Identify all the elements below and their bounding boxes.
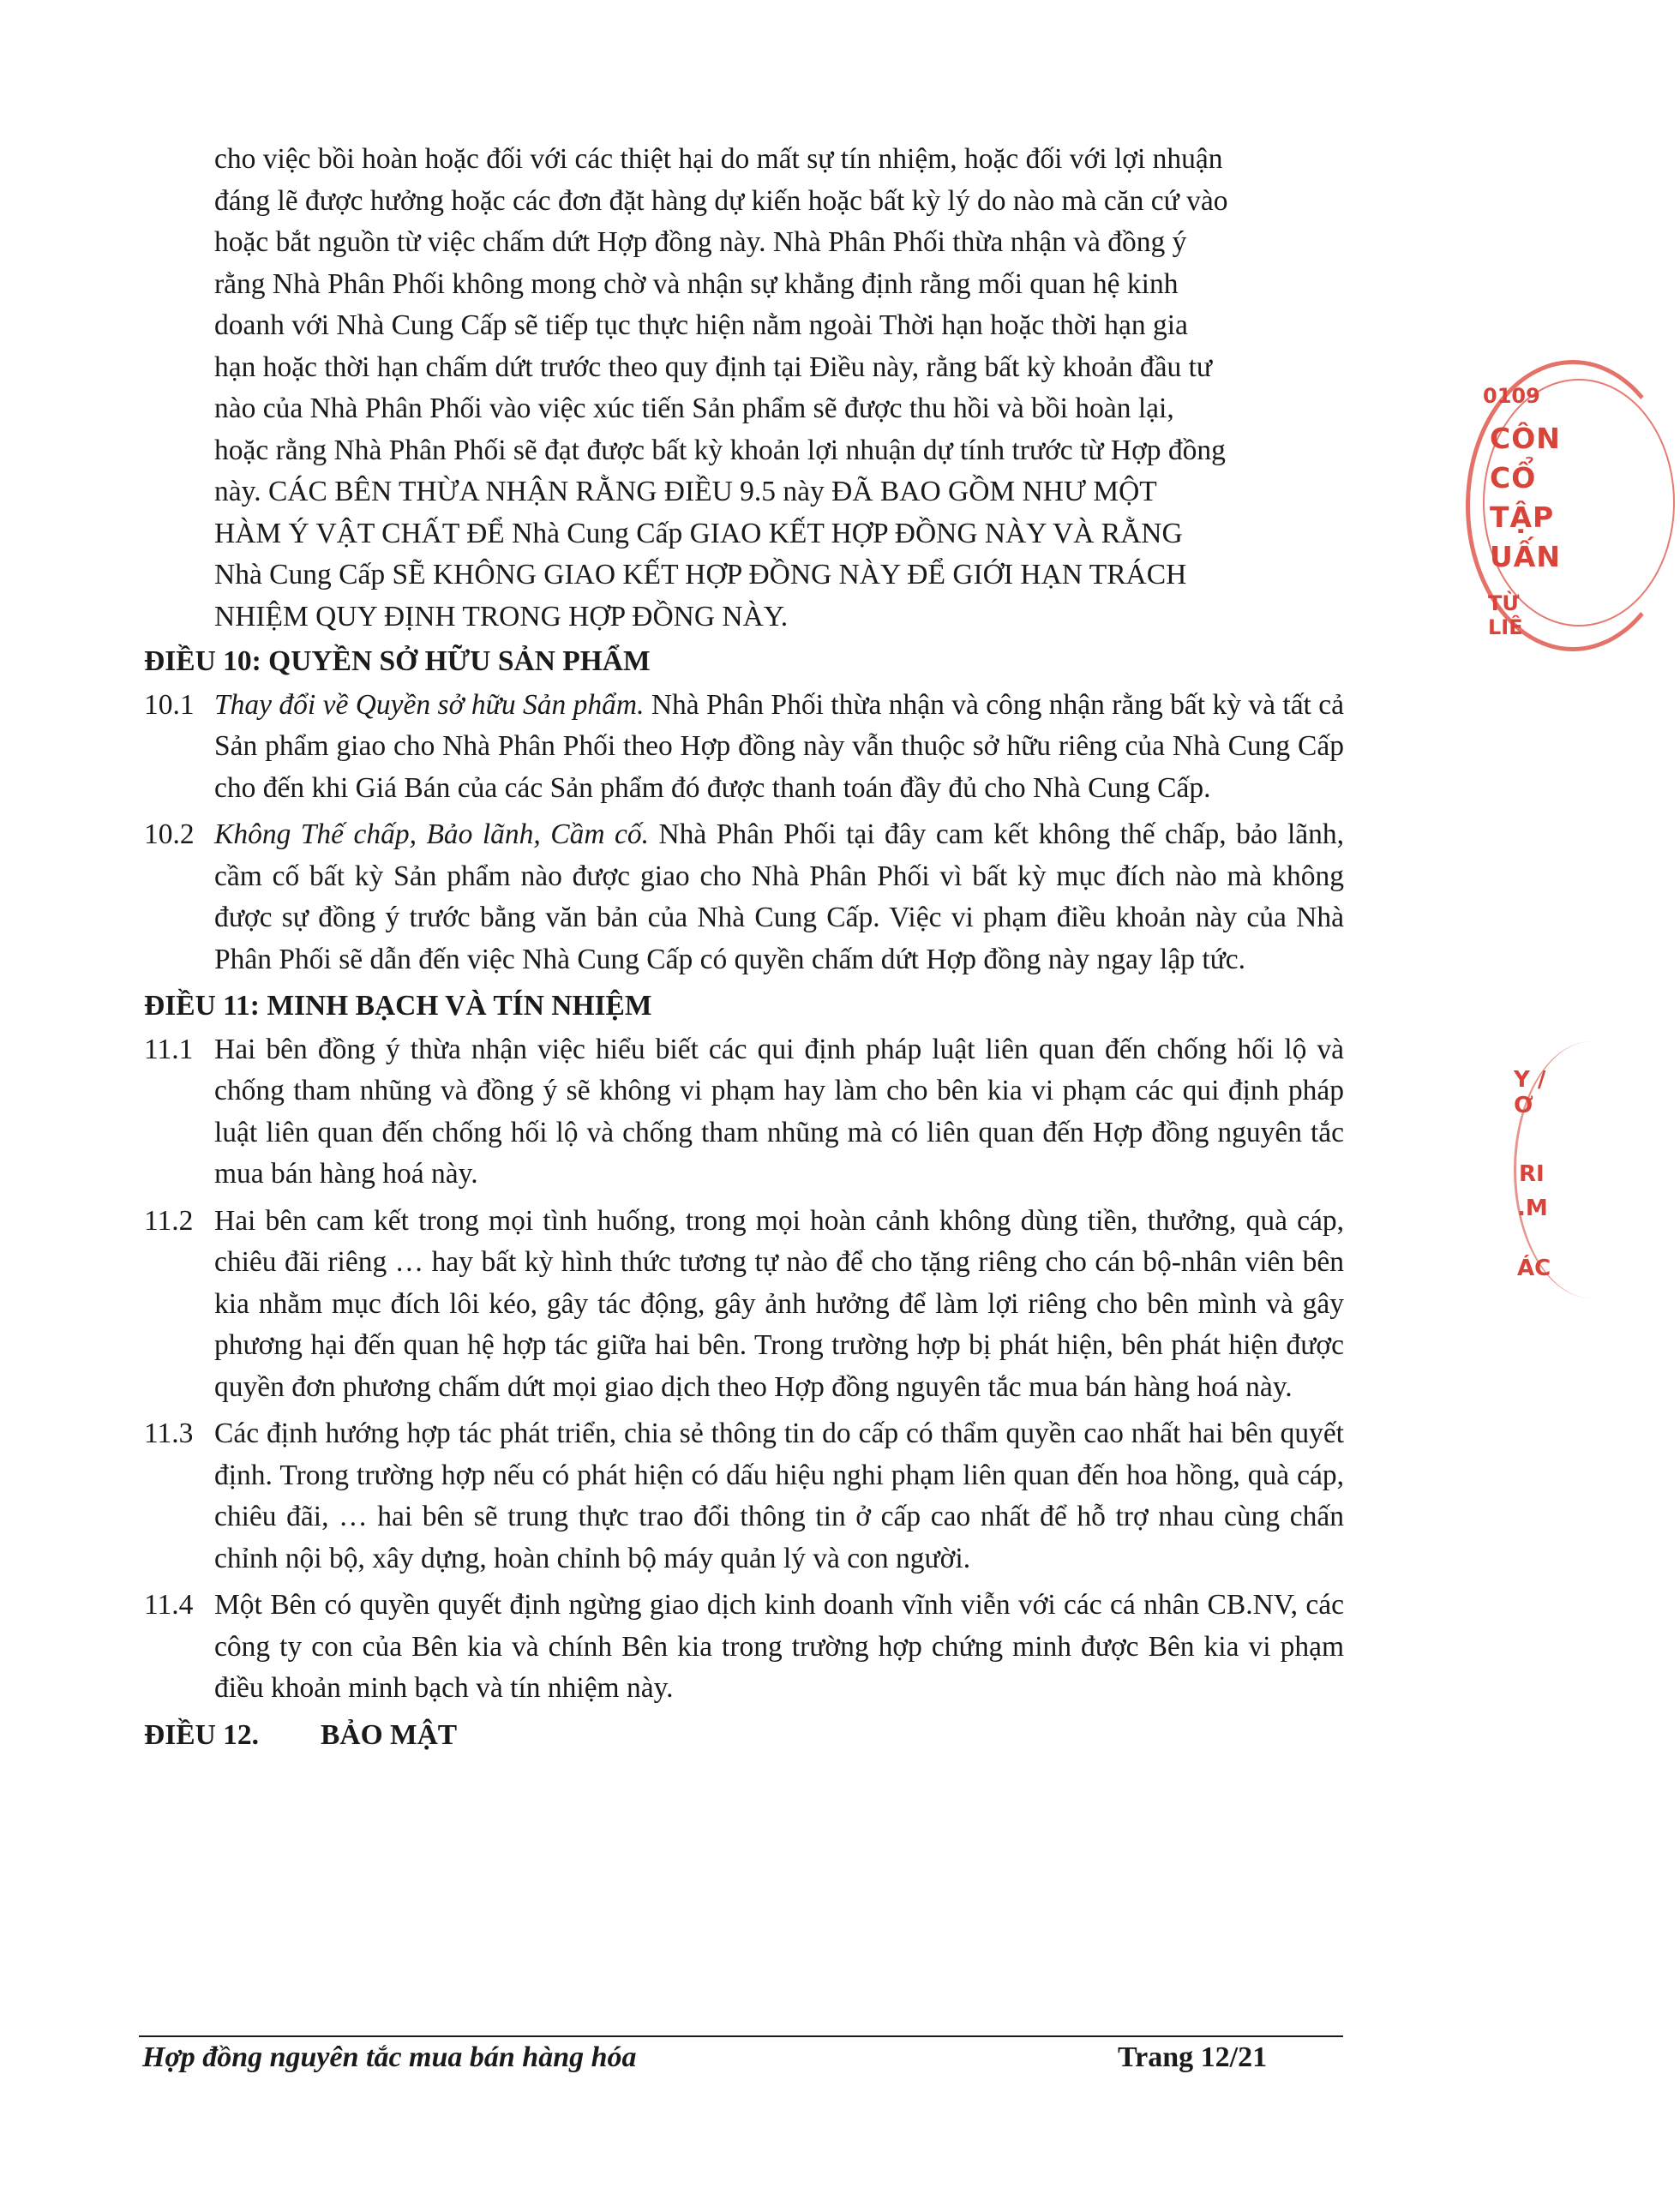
article-10-heading: ĐIỀU 10: QUYỀN SỞ HỮU SẢN PHẨM xyxy=(144,645,651,677)
seal-text-line: CỔ xyxy=(1490,461,1537,495)
clause-10-1 xyxy=(144,685,1344,810)
seal-text-line: RI xyxy=(1519,1161,1545,1187)
clause-text: Nhà Phân Phối thừa nhận và công nhận rằng bất kỳ và tất cả Sản phẩm giao cho Nhà Phân Phối theo Hợp đồng này vẫn thuộc sở hữu riêng của Nhà Cung Cấp cho đến khi Giá Bán của các Sản phẩm đó được thanh toán đầy đủ cho Nhà Cung Cấp. xyxy=(214,688,1344,804)
article-11-heading: ĐIỀU 11: MINH BẠCH VÀ TÍN NHIỆM xyxy=(144,990,652,1022)
seal-text-line: TẬP xyxy=(1490,501,1555,534)
clause-title: Thay đổi về Quyền sở hữu Sản phẩm. xyxy=(214,688,651,721)
document-body xyxy=(144,139,1344,1758)
clause-text: Hai bên đồng ý thừa nhận việc hiểu biết các qui định pháp luật liên quan đến chống hối lộ và chống tham nhũng và đồng ý sẽ không vi phạm hay làm cho bên kia vi phạm các qui định pháp luật liên quan đến chống hối lộ và chống tham nhũng mà có liên quan đến Hợp đồng nguyên tắc mua bán hàng hoá này. xyxy=(214,1033,1344,1190)
clause-11-4 xyxy=(144,1585,1344,1710)
clause-11-1 xyxy=(144,1029,1344,1196)
clause-number: 11.2 xyxy=(144,1204,194,1237)
seal-text-line: .M xyxy=(1517,1196,1548,1221)
clause-number: 11.3 xyxy=(144,1418,194,1449)
clause-number: 11.1 xyxy=(144,1033,194,1065)
text-line: hoặc bắt nguồn từ việc chấm dứt Hợp đồng này. Nhà Phân Phối thừa nhận và đồng ý xyxy=(214,226,1187,258)
seal-number: 0109 xyxy=(1483,384,1540,408)
clause-11-3 xyxy=(144,1413,1344,1580)
clause-number: 11.4 xyxy=(144,1589,194,1621)
clause-number: 10.1 xyxy=(144,688,195,721)
seal-text-line: Y /Ơ xyxy=(1514,1067,1546,1118)
footer-divider xyxy=(139,2035,1343,2037)
text-line: cho việc bồi hoàn hoặc đối với các thiệt hại do mất sự tín nhiệm, hoặc đối với lợi nhuận xyxy=(214,143,1223,175)
article-12-heading xyxy=(144,1715,1344,1757)
text-line: đáng lẽ được hưởng hoặc các đơn đặt hàng dự kiến hoặc bất kỳ lý do nào mà căn cứ vào xyxy=(214,184,1228,217)
seal-text-line: ÁC xyxy=(1517,1256,1551,1281)
clause-title: Không Thế chấp, Bảo lãnh, Cầm cố. xyxy=(214,818,659,850)
company-seal-fragment xyxy=(1457,360,1561,651)
text-line: này. CÁC BÊN THỪA NHẬN RẰNG ĐIỀU 9.5 này ĐÃ BAO GỒM NHƯ MỘT xyxy=(214,476,1157,507)
clause-text: Một Bên có quyền quyết định ngừng giao dịch kinh doanh vĩnh viễn với các cá nhân CB.NV, các công ty con của Bên kia và chính Bên kia trong trường hợp chứng minh được Bên kia vi phạm điều khoản minh bạch và tín nhiệm này. xyxy=(214,1589,1344,1704)
clause-number: 10.2 xyxy=(144,818,195,850)
text-line: rằng Nhà Phân Phối không mong chờ và nhận sự khẳng định rằng mối quan hệ kinh xyxy=(214,267,1179,300)
article-12-label: ĐIỀU 12. xyxy=(144,1718,260,1751)
text-line: NHIỆM QUY ĐỊNH TRONG HỢP ĐỒNG NÀY. xyxy=(214,600,789,632)
clause-text: Hai bên cam kết trong mọi tình huống, trong mọi hoàn cảnh không dùng tiền, thưởng, quà cáp, chiêu đãi riêng … hay bất kỳ hình thức tương tự nào để cho tặng riêng cho cán bộ-nhân viên bên kia nhằm mục đích lôi kéo, gây tác động, gây ảnh hưởng để làm lợi riêng cho bên mình và gây phương hại đến quan hệ hợp tác giữa hai bên. Trong trường hợp bị phát hiện, bên phát hiện được quyền đơn phương chấm dứt mọi giao dịch theo Hợp đồng nguyên tắc mua bán hàng hoá này. xyxy=(214,1204,1344,1403)
text-line: nào của Nhà Phân Phối vào việc xúc tiến Sản phẩm sẽ được thu hồi và bồi hoàn lại, xyxy=(214,393,1174,424)
overlap-seal-fragment xyxy=(1509,1041,1551,1316)
text-line: HÀM Ý VẬT CHẤT ĐỂ Nhà Cung Cấp GIAO KẾT HỢP ĐỒNG NÀY VÀ RẰNG xyxy=(214,517,1183,549)
text-line: hoặc rằng Nhà Phân Phối sẽ đạt được bất kỳ khoản lợi nhuận dự tính trước từ Hợp đồng xyxy=(214,434,1226,466)
footer-page-number: Trang 12/21 xyxy=(1118,2041,1268,2073)
seal-text-line: UẤN xyxy=(1490,540,1561,573)
text-line: doanh với Nhà Cung Cấp sẽ tiếp tục thực hiện nằm ngoài Thời hạn hoặc thời hạn gia xyxy=(214,309,1188,341)
clause-text: Các định hướng hợp tác phát triển, chia sẻ thông tin do cấp có thẩm quyền cao nhất hai bên quyết định. Trong trường hợp nếu có phát hiện có dấu hiệu nghi phạm liên quan đến hoa hồng, quà cáp, chiêu đãi, … hai bên sẽ trung thực trao đổi thông tin ở cấp cao nhất để hỗ trợ nhau cùng chấn chỉnh nội bộ, xây dựng, hoàn chỉnh bộ máy quản lý và con người. xyxy=(214,1418,1344,1574)
clause-10-2 xyxy=(144,814,1344,980)
seal-bottom-text: TỪ LIÊ xyxy=(1488,591,1523,639)
article-12-title: BẢO MẬT xyxy=(321,1718,458,1751)
text-line: Nhà Cung Cấp SẼ KHÔNG GIAO KẾT HỢP ĐỒNG NÀY ĐỂ GIỚI HẠN TRÁCH xyxy=(214,559,1187,590)
text-line: hạn hoặc thời hạn chấm dứt trước theo quy định tại Điều này, rằng bất kỳ khoản đầu tư xyxy=(214,351,1213,383)
seal-text-line: CÔN xyxy=(1490,422,1561,455)
clause-text: Nhà Phân Phối tại đây cam kết không thế chấp, bảo lãnh, cầm cố bất kỳ Sản phẩm nào được giao cho Nhà Phân Phối vì bất kỳ mục đích nào mà không được sự đồng ý trước bằng văn bản của Nhà Cung Cấp. Việc vi phạm điều khoản này của Nhà Phân Phối sẽ dẫn đến việc Nhà Cung Cấp có quyền chấm dứt Hợp đồng này ngay lập tức. xyxy=(214,818,1344,975)
footer-document-title: Hợp đồng nguyên tắc mua bán hàng hóa xyxy=(142,2041,637,2073)
continued-paragraph xyxy=(214,139,1344,638)
clause-11-2 xyxy=(144,1201,1344,1409)
